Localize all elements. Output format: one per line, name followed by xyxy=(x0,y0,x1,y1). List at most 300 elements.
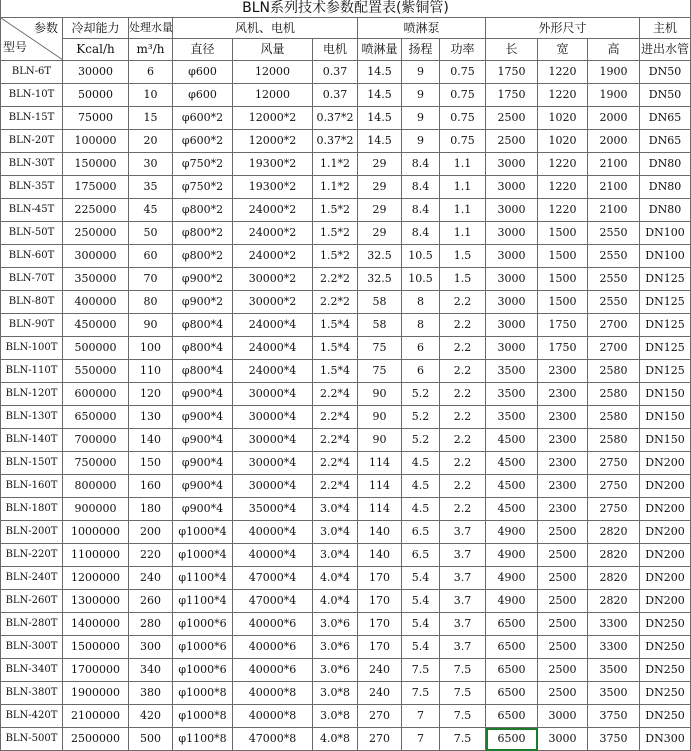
cell-motor-power[interactable]: 2.2*4 xyxy=(313,406,358,429)
cell-width[interactable]: 1500 xyxy=(538,291,588,314)
cell-cooling-capacity[interactable]: 2500000 xyxy=(63,728,129,751)
cell-pump-lift[interactable]: 10.5 xyxy=(402,245,440,268)
cell-fan-diameter[interactable]: φ1100*8 xyxy=(173,728,233,751)
cell-width[interactable]: 2500 xyxy=(538,567,588,590)
cell-spray-volume[interactable]: 29 xyxy=(358,222,402,245)
cell-pump-power[interactable]: 0.75 xyxy=(440,84,486,107)
cell-motor-power[interactable]: 2.2*4 xyxy=(313,475,358,498)
cell-air-volume[interactable]: 12000*2 xyxy=(233,130,313,153)
cell-width[interactable]: 2500 xyxy=(538,659,588,682)
cell-width[interactable]: 2300 xyxy=(538,360,588,383)
cell-height[interactable]: 2000 xyxy=(588,107,640,130)
cell-pump-lift[interactable]: 4.5 xyxy=(402,475,440,498)
cell-water-flow[interactable]: 45 xyxy=(129,199,173,222)
cell-height[interactable]: 3300 xyxy=(588,636,640,659)
cell-height[interactable]: 2700 xyxy=(588,337,640,360)
cell-height[interactable]: 3500 xyxy=(588,682,640,705)
cell-water-flow[interactable]: 120 xyxy=(129,383,173,406)
cell-cooling-capacity[interactable]: 1700000 xyxy=(63,659,129,682)
cell-height[interactable]: 2820 xyxy=(588,590,640,613)
cell-air-volume[interactable]: 24000*2 xyxy=(233,222,313,245)
cell-fan-diameter[interactable]: φ900*4 xyxy=(173,406,233,429)
cell-water-flow[interactable]: 80 xyxy=(129,291,173,314)
cell-spray-volume[interactable]: 170 xyxy=(358,613,402,636)
cell-air-volume[interactable]: 24000*2 xyxy=(233,199,313,222)
cell-pipe-size[interactable]: DN250 xyxy=(640,636,691,659)
cell-width[interactable]: 3000 xyxy=(538,728,588,751)
cell-motor-power[interactable]: 0.37*2 xyxy=(313,130,358,153)
cell-pipe-size[interactable]: DN150 xyxy=(640,406,691,429)
cell-water-flow[interactable]: 70 xyxy=(129,268,173,291)
cell-model[interactable]: BLN-35T xyxy=(1,176,63,199)
cell-fan-diameter[interactable]: φ900*2 xyxy=(173,268,233,291)
header-fan-motor[interactable]: 风机、电机 xyxy=(173,18,358,39)
cell-water-flow[interactable]: 180 xyxy=(129,498,173,521)
cell-spray-volume[interactable]: 75 xyxy=(358,360,402,383)
cell-spray-volume[interactable]: 114 xyxy=(358,452,402,475)
cell-spray-volume[interactable]: 58 xyxy=(358,314,402,337)
cell-length[interactable]: 4500 xyxy=(486,429,538,452)
cell-model[interactable]: BLN-200T xyxy=(1,521,63,544)
cell-height[interactable]: 2550 xyxy=(588,291,640,314)
cell-model[interactable]: BLN-80T xyxy=(1,291,63,314)
cell-air-volume[interactable]: 40000*6 xyxy=(233,613,313,636)
cell-cooling-capacity[interactable]: 1100000 xyxy=(63,544,129,567)
cell-width[interactable]: 1220 xyxy=(538,153,588,176)
cell-water-flow[interactable]: 130 xyxy=(129,406,173,429)
cell-water-flow[interactable]: 20 xyxy=(129,130,173,153)
cell-height[interactable]: 1900 xyxy=(588,61,640,84)
cell-pump-lift[interactable]: 8.4 xyxy=(402,153,440,176)
cell-spray-volume[interactable]: 114 xyxy=(358,498,402,521)
cell-pipe-size[interactable]: DN250 xyxy=(640,659,691,682)
cell-motor-power[interactable]: 0.37 xyxy=(313,61,358,84)
cell-air-volume[interactable]: 40000*6 xyxy=(233,659,313,682)
cell-pump-power[interactable]: 2.2 xyxy=(440,383,486,406)
cell-water-flow[interactable]: 6 xyxy=(129,61,173,84)
cell-water-flow[interactable]: 420 xyxy=(129,705,173,728)
cell-length[interactable]: 3000 xyxy=(486,268,538,291)
cell-water-flow[interactable]: 100 xyxy=(129,337,173,360)
cell-motor-power[interactable]: 0.37 xyxy=(313,84,358,107)
cell-pump-power[interactable]: 3.7 xyxy=(440,636,486,659)
cell-width[interactable]: 1220 xyxy=(538,84,588,107)
cell-water-flow[interactable]: 380 xyxy=(129,682,173,705)
cell-spray-volume[interactable]: 170 xyxy=(358,567,402,590)
cell-width[interactable]: 2300 xyxy=(538,429,588,452)
header-spray-pump[interactable]: 喷淋泵 xyxy=(358,18,486,39)
cell-fan-diameter[interactable]: φ900*4 xyxy=(173,429,233,452)
cell-width[interactable]: 1220 xyxy=(538,176,588,199)
cell-cooling-capacity[interactable]: 800000 xyxy=(63,475,129,498)
cell-air-volume[interactable]: 24000*4 xyxy=(233,337,313,360)
header-main-pipe[interactable]: 主机 xyxy=(640,18,691,39)
cell-model[interactable]: BLN-380T xyxy=(1,682,63,705)
header-width[interactable]: 宽 xyxy=(538,39,588,61)
cell-cooling-capacity[interactable]: 750000 xyxy=(63,452,129,475)
cell-pump-lift[interactable]: 6.5 xyxy=(402,544,440,567)
cell-pump-lift[interactable]: 9 xyxy=(402,130,440,153)
cell-pump-lift[interactable]: 8.4 xyxy=(402,199,440,222)
cell-model[interactable]: BLN-20T xyxy=(1,130,63,153)
cell-fan-diameter[interactable]: φ1000*6 xyxy=(173,659,233,682)
header-spray-volume[interactable]: 喷淋量 xyxy=(358,39,402,61)
cell-motor-power[interactable]: 3.0*6 xyxy=(313,613,358,636)
cell-motor-power[interactable]: 2.2*2 xyxy=(313,268,358,291)
cell-cooling-capacity[interactable]: 900000 xyxy=(63,498,129,521)
cell-cooling-capacity[interactable]: 175000 xyxy=(63,176,129,199)
cell-length[interactable]: 6500 xyxy=(486,659,538,682)
cell-pipe-size[interactable]: DN200 xyxy=(640,567,691,590)
cell-spray-volume[interactable]: 14.5 xyxy=(358,107,402,130)
cell-cooling-capacity[interactable]: 1200000 xyxy=(63,567,129,590)
cell-model[interactable]: BLN-140T xyxy=(1,429,63,452)
cell-spray-volume[interactable]: 240 xyxy=(358,659,402,682)
cell-model[interactable]: BLN-6T xyxy=(1,61,63,84)
cell-fan-diameter[interactable]: φ800*2 xyxy=(173,245,233,268)
cell-spray-volume[interactable]: 75 xyxy=(358,337,402,360)
cell-cooling-capacity[interactable]: 450000 xyxy=(63,314,129,337)
cell-pump-power[interactable]: 1.1 xyxy=(440,176,486,199)
cell-length[interactable]: 3000 xyxy=(486,153,538,176)
cell-height[interactable]: 2000 xyxy=(588,130,640,153)
cell-water-flow[interactable]: 150 xyxy=(129,452,173,475)
cell-length[interactable]: 3000 xyxy=(486,222,538,245)
cell-width[interactable]: 1020 xyxy=(538,130,588,153)
cell-fan-diameter[interactable]: φ750*2 xyxy=(173,153,233,176)
cell-model[interactable]: BLN-100T xyxy=(1,337,63,360)
cell-model[interactable]: BLN-300T xyxy=(1,636,63,659)
cell-pipe-size[interactable]: DN80 xyxy=(640,176,691,199)
cell-air-volume[interactable]: 35000*4 xyxy=(233,498,313,521)
cell-air-volume[interactable]: 40000*4 xyxy=(233,544,313,567)
cell-model[interactable]: BLN-150T xyxy=(1,452,63,475)
cell-pump-lift[interactable]: 6.5 xyxy=(402,521,440,544)
cell-fan-diameter[interactable]: φ800*4 xyxy=(173,360,233,383)
cell-spray-volume[interactable]: 29 xyxy=(358,199,402,222)
cell-fan-diameter[interactable]: φ1000*6 xyxy=(173,613,233,636)
cell-length-selected[interactable]: 6500 xyxy=(486,728,538,751)
header-cooling-unit[interactable]: Kcal/h xyxy=(63,39,129,61)
cell-air-volume[interactable]: 12000*2 xyxy=(233,107,313,130)
cell-motor-power[interactable]: 1.1*2 xyxy=(313,176,358,199)
cell-pipe-size[interactable]: DN100 xyxy=(640,222,691,245)
cell-spray-volume[interactable]: 270 xyxy=(358,705,402,728)
cell-length[interactable]: 4500 xyxy=(486,475,538,498)
cell-pipe-size[interactable]: DN200 xyxy=(640,452,691,475)
cell-pipe-size[interactable]: DN200 xyxy=(640,544,691,567)
cell-pump-lift[interactable]: 5.4 xyxy=(402,590,440,613)
cell-model[interactable]: BLN-30T xyxy=(1,153,63,176)
cell-air-volume[interactable]: 40000*6 xyxy=(233,636,313,659)
cell-length[interactable]: 4900 xyxy=(486,590,538,613)
cell-cooling-capacity[interactable]: 650000 xyxy=(63,406,129,429)
cell-length[interactable]: 3000 xyxy=(486,337,538,360)
header-air-volume[interactable]: 风量 xyxy=(233,39,313,61)
cell-length[interactable]: 3500 xyxy=(486,383,538,406)
cell-fan-diameter[interactable]: φ1000*6 xyxy=(173,636,233,659)
cell-motor-power[interactable]: 4.0*4 xyxy=(313,567,358,590)
cell-pump-power[interactable]: 3.7 xyxy=(440,613,486,636)
cell-model[interactable]: BLN-240T xyxy=(1,567,63,590)
cell-width[interactable]: 3000 xyxy=(538,705,588,728)
cell-air-volume[interactable]: 24000*4 xyxy=(233,360,313,383)
cell-pump-power[interactable]: 0.75 xyxy=(440,107,486,130)
cell-motor-power[interactable]: 3.0*4 xyxy=(313,521,358,544)
cell-height[interactable]: 3750 xyxy=(588,728,640,751)
cell-spray-volume[interactable]: 270 xyxy=(358,728,402,751)
cell-height[interactable]: 3750 xyxy=(588,705,640,728)
cell-height[interactable]: 2750 xyxy=(588,452,640,475)
cell-model[interactable]: BLN-160T xyxy=(1,475,63,498)
cell-water-flow[interactable]: 140 xyxy=(129,429,173,452)
cell-height[interactable]: 2550 xyxy=(588,268,640,291)
cell-width[interactable]: 2500 xyxy=(538,590,588,613)
cell-length[interactable]: 2500 xyxy=(486,130,538,153)
cell-cooling-capacity[interactable]: 75000 xyxy=(63,107,129,130)
cell-pipe-size[interactable]: DN80 xyxy=(640,153,691,176)
cell-water-flow[interactable]: 15 xyxy=(129,107,173,130)
cell-height[interactable]: 2550 xyxy=(588,245,640,268)
cell-model[interactable]: BLN-45T xyxy=(1,199,63,222)
cell-model[interactable]: BLN-260T xyxy=(1,590,63,613)
cell-width[interactable]: 1220 xyxy=(538,61,588,84)
cell-model[interactable]: BLN-120T xyxy=(1,383,63,406)
cell-height[interactable]: 2100 xyxy=(588,176,640,199)
cell-model[interactable]: BLN-220T xyxy=(1,544,63,567)
cell-pump-power[interactable]: 2.2 xyxy=(440,291,486,314)
cell-cooling-capacity[interactable]: 2100000 xyxy=(63,705,129,728)
cell-pump-lift[interactable]: 5.2 xyxy=(402,383,440,406)
cell-cooling-capacity[interactable]: 100000 xyxy=(63,130,129,153)
cell-spray-volume[interactable]: 32.5 xyxy=(358,245,402,268)
cell-pipe-size[interactable]: DN200 xyxy=(640,498,691,521)
cell-spray-volume[interactable]: 114 xyxy=(358,475,402,498)
cell-fan-diameter[interactable]: φ1100*4 xyxy=(173,590,233,613)
cell-motor-power[interactable]: 3.0*4 xyxy=(313,544,358,567)
cell-pump-lift[interactable]: 4.5 xyxy=(402,498,440,521)
cell-pump-lift[interactable]: 5.4 xyxy=(402,567,440,590)
cell-fan-diameter[interactable]: φ600*2 xyxy=(173,130,233,153)
cell-spray-volume[interactable]: 58 xyxy=(358,291,402,314)
cell-width[interactable]: 2300 xyxy=(538,498,588,521)
cell-air-volume[interactable]: 30000*4 xyxy=(233,406,313,429)
header-dimensions[interactable]: 外形尺寸 xyxy=(486,18,640,39)
cell-motor-power[interactable]: 2.2*4 xyxy=(313,452,358,475)
cell-air-volume[interactable]: 47000*8 xyxy=(233,728,313,751)
cell-model[interactable]: BLN-280T xyxy=(1,613,63,636)
cell-spray-volume[interactable]: 32.5 xyxy=(358,268,402,291)
cell-motor-power[interactable]: 1.5*4 xyxy=(313,360,358,383)
cell-pump-power[interactable]: 7.5 xyxy=(440,659,486,682)
cell-air-volume[interactable]: 47000*4 xyxy=(233,567,313,590)
cell-air-volume[interactable]: 30000*4 xyxy=(233,429,313,452)
cell-width[interactable]: 2500 xyxy=(538,613,588,636)
cell-fan-diameter[interactable]: φ900*4 xyxy=(173,475,233,498)
cell-height[interactable]: 3500 xyxy=(588,659,640,682)
cell-spray-volume[interactable]: 90 xyxy=(358,429,402,452)
cell-pipe-size[interactable]: DN200 xyxy=(640,521,691,544)
cell-water-flow[interactable]: 60 xyxy=(129,245,173,268)
cell-length[interactable]: 4900 xyxy=(486,521,538,544)
cell-pump-power[interactable]: 2.2 xyxy=(440,406,486,429)
cell-air-volume[interactable]: 40000*4 xyxy=(233,521,313,544)
cell-cooling-capacity[interactable]: 30000 xyxy=(63,61,129,84)
cell-fan-diameter[interactable]: φ600 xyxy=(173,61,233,84)
cell-pump-lift[interactable]: 5.4 xyxy=(402,613,440,636)
cell-fan-diameter[interactable]: φ900*4 xyxy=(173,498,233,521)
cell-length[interactable]: 3000 xyxy=(486,199,538,222)
cell-motor-power[interactable]: 1.5*2 xyxy=(313,245,358,268)
cell-motor-power[interactable]: 2.2*2 xyxy=(313,291,358,314)
cell-spray-volume[interactable]: 14.5 xyxy=(358,130,402,153)
cell-pump-lift[interactable]: 5.2 xyxy=(402,406,440,429)
cell-model[interactable]: BLN-110T xyxy=(1,360,63,383)
cell-width[interactable]: 1500 xyxy=(538,268,588,291)
cell-pipe-size[interactable]: DN200 xyxy=(640,475,691,498)
cell-length[interactable]: 3000 xyxy=(486,245,538,268)
cell-air-volume[interactable]: 47000*4 xyxy=(233,590,313,613)
cell-water-flow[interactable]: 200 xyxy=(129,521,173,544)
cell-pump-power[interactable]: 2.2 xyxy=(440,498,486,521)
cell-width[interactable]: 2500 xyxy=(538,636,588,659)
cell-pump-lift[interactable]: 8 xyxy=(402,291,440,314)
cell-width[interactable]: 1500 xyxy=(538,222,588,245)
cell-length[interactable]: 6500 xyxy=(486,613,538,636)
cell-model[interactable]: BLN-340T xyxy=(1,659,63,682)
cell-spray-volume[interactable]: 170 xyxy=(358,636,402,659)
cell-pump-power[interactable]: 1.5 xyxy=(440,245,486,268)
cell-motor-power[interactable]: 1.5*4 xyxy=(313,314,358,337)
cell-model[interactable]: BLN-500T xyxy=(1,728,63,751)
cell-pump-lift[interactable]: 9 xyxy=(402,84,440,107)
cell-pump-power[interactable]: 0.75 xyxy=(440,61,486,84)
cell-fan-diameter[interactable]: φ600*2 xyxy=(173,107,233,130)
cell-pipe-size[interactable]: DN300 xyxy=(640,728,691,751)
cell-fan-diameter[interactable]: φ800*4 xyxy=(173,314,233,337)
cell-height[interactable]: 2820 xyxy=(588,544,640,567)
cell-width[interactable]: 2300 xyxy=(538,475,588,498)
cell-height[interactable]: 2100 xyxy=(588,199,640,222)
cell-water-flow[interactable]: 110 xyxy=(129,360,173,383)
cell-spray-volume[interactable]: 170 xyxy=(358,590,402,613)
cell-water-flow[interactable]: 340 xyxy=(129,659,173,682)
cell-cooling-capacity[interactable]: 50000 xyxy=(63,84,129,107)
cell-height[interactable]: 2820 xyxy=(588,521,640,544)
cell-pump-power[interactable]: 1.1 xyxy=(440,222,486,245)
cell-pump-power[interactable]: 7.5 xyxy=(440,705,486,728)
cell-spray-volume[interactable]: 140 xyxy=(358,544,402,567)
cell-pump-power[interactable]: 2.2 xyxy=(440,337,486,360)
cell-cooling-capacity[interactable]: 1400000 xyxy=(63,613,129,636)
cell-pump-lift[interactable]: 6 xyxy=(402,360,440,383)
cell-pump-power[interactable]: 1.1 xyxy=(440,199,486,222)
header-water-flow[interactable]: 处理水量 xyxy=(129,18,173,39)
cell-pump-power[interactable]: 2.2 xyxy=(440,452,486,475)
cell-model[interactable]: BLN-90T xyxy=(1,314,63,337)
header-height[interactable]: 高 xyxy=(588,39,640,61)
cell-pump-power[interactable]: 7.5 xyxy=(440,682,486,705)
cell-fan-diameter[interactable]: φ600 xyxy=(173,84,233,107)
cell-spray-volume[interactable]: 90 xyxy=(358,406,402,429)
cell-cooling-capacity[interactable]: 1000000 xyxy=(63,521,129,544)
cell-motor-power[interactable]: 2.2*4 xyxy=(313,383,358,406)
cell-pipe-size[interactable]: DN250 xyxy=(640,705,691,728)
cell-height[interactable]: 2100 xyxy=(588,153,640,176)
cell-pump-lift[interactable]: 9 xyxy=(402,107,440,130)
cell-pump-lift[interactable]: 6 xyxy=(402,337,440,360)
cell-air-volume[interactable]: 40000*8 xyxy=(233,682,313,705)
cell-length[interactable]: 2500 xyxy=(486,107,538,130)
cell-width[interactable]: 1020 xyxy=(538,107,588,130)
cell-spray-volume[interactable]: 140 xyxy=(358,521,402,544)
cell-cooling-capacity[interactable]: 1900000 xyxy=(63,682,129,705)
cell-air-volume[interactable]: 19300*2 xyxy=(233,153,313,176)
cell-pipe-size[interactable]: DN125 xyxy=(640,337,691,360)
header-diameter[interactable]: 直径 xyxy=(173,39,233,61)
cell-pump-lift[interactable]: 8 xyxy=(402,314,440,337)
cell-pump-lift[interactable]: 7 xyxy=(402,728,440,751)
cell-motor-power[interactable]: 2.2*4 xyxy=(313,429,358,452)
cell-fan-diameter[interactable]: φ1000*4 xyxy=(173,521,233,544)
cell-spray-volume[interactable]: 14.5 xyxy=(358,61,402,84)
cell-height[interactable]: 2820 xyxy=(588,567,640,590)
cell-fan-diameter[interactable]: φ800*4 xyxy=(173,337,233,360)
header-inlet-outlet[interactable]: 进出水管 xyxy=(640,39,691,61)
cell-pipe-size[interactable]: DN80 xyxy=(640,199,691,222)
cell-cooling-capacity[interactable]: 300000 xyxy=(63,245,129,268)
cell-model[interactable]: BLN-60T xyxy=(1,245,63,268)
cell-pipe-size[interactable]: DN250 xyxy=(640,613,691,636)
cell-length[interactable]: 3000 xyxy=(486,291,538,314)
cell-air-volume[interactable]: 24000*4 xyxy=(233,314,313,337)
cell-motor-power[interactable]: 1.5*2 xyxy=(313,199,358,222)
cell-width[interactable]: 2500 xyxy=(538,682,588,705)
cell-water-flow[interactable]: 160 xyxy=(129,475,173,498)
cell-pipe-size[interactable]: DN125 xyxy=(640,291,691,314)
header-length[interactable]: 长 xyxy=(486,39,538,61)
cell-fan-diameter[interactable]: φ900*4 xyxy=(173,452,233,475)
cell-water-flow[interactable]: 300 xyxy=(129,636,173,659)
cell-spray-volume[interactable]: 29 xyxy=(358,153,402,176)
cell-air-volume[interactable]: 30000*2 xyxy=(233,268,313,291)
cell-pump-lift[interactable]: 5.2 xyxy=(402,429,440,452)
cell-fan-diameter[interactable]: φ900*2 xyxy=(173,291,233,314)
cell-cooling-capacity[interactable]: 225000 xyxy=(63,199,129,222)
header-motor[interactable]: 电机 xyxy=(313,39,358,61)
cell-motor-power[interactable]: 1.5*2 xyxy=(313,222,358,245)
cell-length[interactable]: 3000 xyxy=(486,314,538,337)
cell-motor-power[interactable]: 3.0*8 xyxy=(313,705,358,728)
header-lift[interactable]: 扬程 xyxy=(402,39,440,61)
cell-air-volume[interactable]: 30000*4 xyxy=(233,475,313,498)
cell-pump-power[interactable]: 2.2 xyxy=(440,314,486,337)
cell-length[interactable]: 1750 xyxy=(486,84,538,107)
cell-length[interactable]: 4500 xyxy=(486,452,538,475)
cell-height[interactable]: 2580 xyxy=(588,429,640,452)
cell-pump-power[interactable]: 3.7 xyxy=(440,567,486,590)
cell-fan-diameter[interactable]: φ800*2 xyxy=(173,199,233,222)
cell-air-volume[interactable]: 30000*4 xyxy=(233,383,313,406)
cell-height[interactable]: 2750 xyxy=(588,498,640,521)
cell-air-volume[interactable]: 24000*2 xyxy=(233,245,313,268)
cell-cooling-capacity[interactable]: 500000 xyxy=(63,337,129,360)
cell-pump-lift[interactable]: 5.4 xyxy=(402,636,440,659)
cell-motor-power[interactable]: 4.0*8 xyxy=(313,728,358,751)
cell-fan-diameter[interactable]: φ1000*8 xyxy=(173,682,233,705)
cell-model[interactable]: BLN-50T xyxy=(1,222,63,245)
cell-air-volume[interactable]: 12000 xyxy=(233,61,313,84)
